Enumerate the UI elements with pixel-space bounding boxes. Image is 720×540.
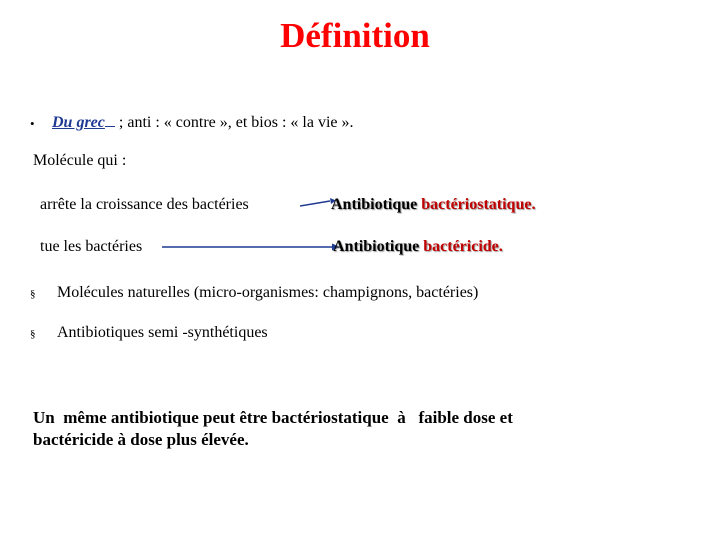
list-item-natural: Molécules naturelles (micro-organismes: champignons, bactéries) <box>57 284 479 301</box>
du-grec-label: Du grec <box>52 114 105 131</box>
molecule-label: Molécule qui : <box>33 152 127 169</box>
section-bullet-icon: § <box>30 328 36 340</box>
action-bacteriostatic: arrête la croissance des bactéries <box>40 196 249 213</box>
result-prefix: Antibiotique <box>333 238 420 255</box>
conclusion-text <box>33 407 513 451</box>
action-bactericidal: tue les bactéries <box>40 238 143 255</box>
etymology-text: ; anti : « contre », et bios : « la vie ». <box>118 114 354 131</box>
result-suffix-bactericide: bactéricide. <box>423 238 503 255</box>
arrow-bactericidal-icon <box>162 242 340 252</box>
conclusion-line-1: Un même antibiotique peut être bactériostatique à faible dose et <box>33 408 513 427</box>
bullet-dot: • <box>30 116 35 131</box>
result-bacteriostatic <box>331 196 535 214</box>
section-bullet-icon: § <box>30 288 36 300</box>
result-suffix-bacteriostatique: bactériostatique. <box>421 196 536 213</box>
etymology-line <box>52 114 354 132</box>
conclusion-line-2: bactéricide à dose plus élevée. <box>33 430 249 449</box>
page-title: Définition <box>280 16 430 55</box>
underline-gap <box>105 114 115 127</box>
list-item-semisynthetic: Antibiotiques semi -synthétiques <box>57 324 268 341</box>
result-prefix: Antibiotique <box>331 196 418 213</box>
result-bactericidal <box>333 238 503 256</box>
